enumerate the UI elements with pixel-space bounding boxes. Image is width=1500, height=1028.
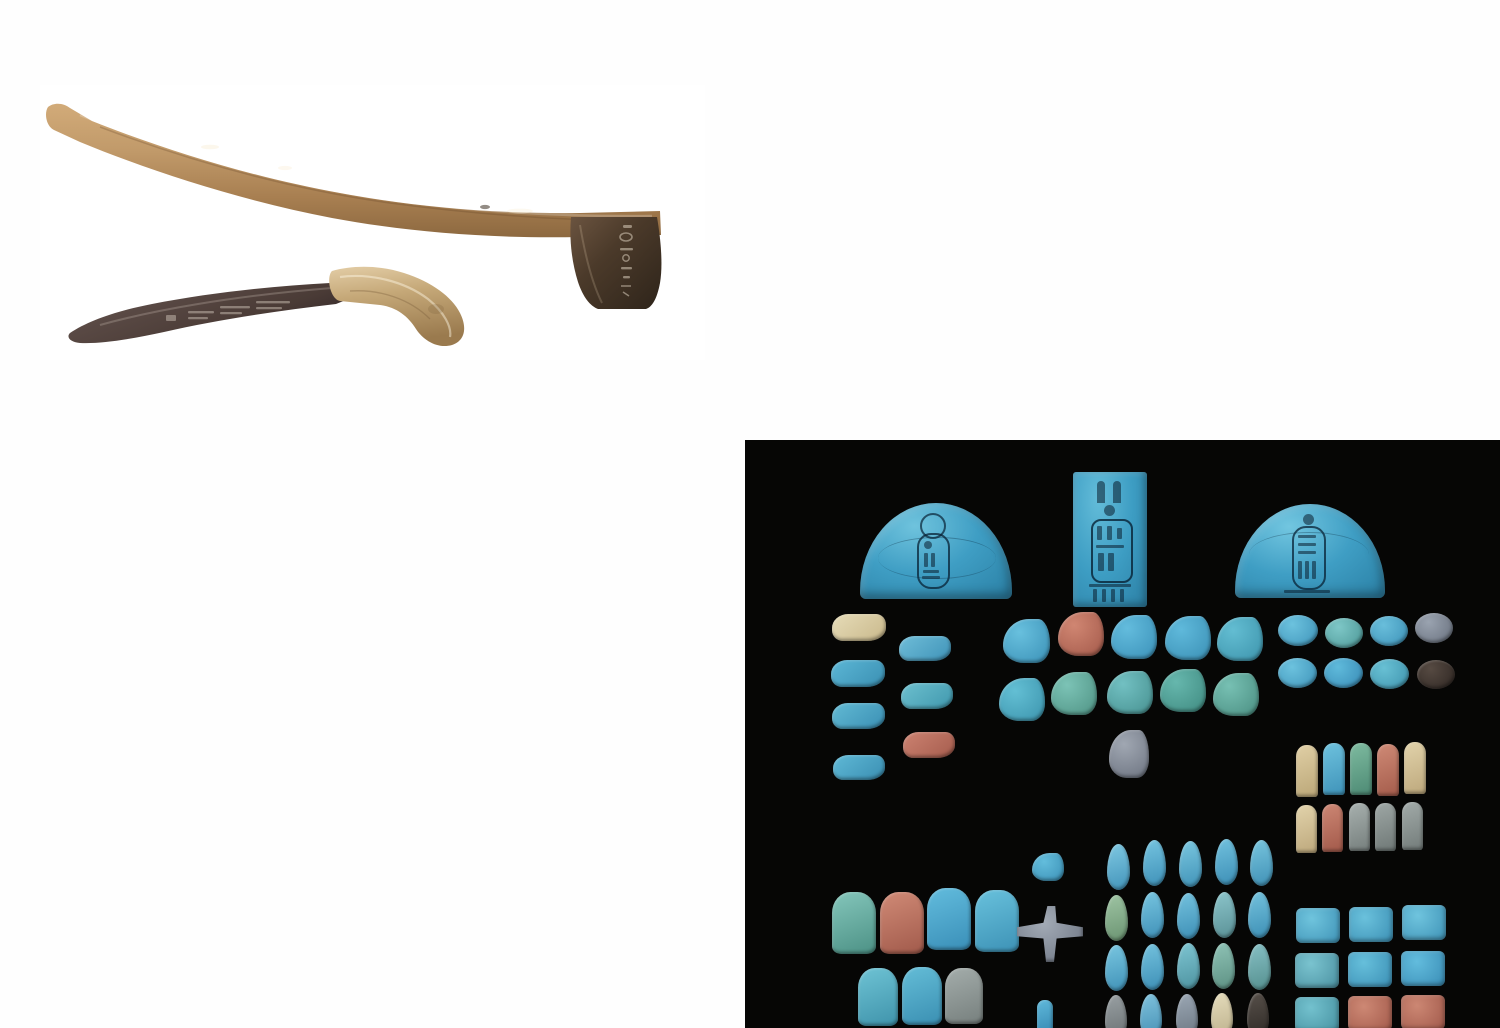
hieroglyph-mark — [1108, 553, 1114, 571]
scarab-bead — [1278, 658, 1317, 688]
hieroglyph-feather — [1113, 481, 1121, 503]
name-tag — [1296, 805, 1317, 853]
scarab-bead — [1278, 615, 1318, 646]
grain-model — [1212, 943, 1235, 989]
ox-head-model — [1217, 617, 1263, 661]
axe-handle-knot — [278, 166, 292, 170]
cartouche-plaque-round-left — [860, 503, 1012, 599]
hieroglyph-baseline — [1284, 590, 1330, 593]
hieroglyph-mark — [1096, 545, 1124, 548]
fish-model — [1295, 953, 1339, 988]
ox-head-model — [1165, 616, 1211, 660]
hieroglyph-mark — [1097, 526, 1102, 540]
name-tag — [1322, 804, 1343, 852]
axe-handle-knot — [201, 145, 219, 150]
plaque-crack — [1249, 532, 1369, 577]
fish-model — [1402, 905, 1446, 940]
figure-foundation-deposits-photo — [745, 440, 1500, 1028]
name-tag — [1350, 743, 1372, 795]
name-tag — [1323, 743, 1345, 795]
grain-model — [1140, 994, 1162, 1028]
name-tag — [1349, 803, 1370, 851]
fish-model — [1296, 908, 1340, 943]
figure-miniature-tools-photo — [40, 85, 705, 360]
name-tag — [1375, 803, 1396, 851]
hieroglyph-sun-disk — [1104, 505, 1115, 516]
ox-head-model — [1107, 671, 1153, 714]
name-tag — [1377, 744, 1399, 796]
saw-bone-handle — [329, 267, 464, 346]
ox-head-model — [999, 678, 1045, 721]
ox-head-model — [1160, 669, 1206, 712]
scarab-bead — [1370, 616, 1408, 646]
ox-leg-model — [832, 614, 886, 641]
grain-model — [1211, 993, 1233, 1028]
grain-model — [1105, 995, 1127, 1028]
name-tag — [1402, 802, 1423, 850]
hieroglyph-mark — [1093, 589, 1097, 602]
scarab-bead — [1324, 658, 1363, 688]
hieroglyph-mark — [1098, 553, 1104, 571]
grain-model — [1248, 944, 1271, 990]
cartouche-plaque-round-right — [1235, 504, 1385, 598]
grain-model — [1215, 839, 1238, 885]
caption-71 — [510, 460, 682, 475]
name-tag — [1404, 742, 1426, 794]
axe-bronze-blade — [570, 217, 661, 309]
saw-handle-mark — [428, 304, 444, 314]
grain-model — [1105, 895, 1128, 941]
scarab-bead — [1417, 660, 1455, 689]
grain-model — [1250, 840, 1273, 886]
miniature-tools-illustration — [40, 85, 705, 360]
grey-fish-model — [1109, 730, 1149, 778]
grain-model — [1141, 944, 1164, 990]
figurine-model — [975, 890, 1019, 952]
figurine-model — [927, 888, 971, 950]
axe-handle-knot — [507, 209, 533, 214]
figurine-model — [858, 968, 898, 1026]
scarab-bead — [1370, 659, 1409, 689]
hieroglyph-baseline — [1089, 584, 1131, 587]
hieroglyph-mark — [1102, 589, 1106, 602]
ox-leg-model — [832, 703, 885, 729]
axe-handle — [46, 104, 661, 238]
scarab-bead — [1325, 618, 1363, 648]
hieroglyph-mark — [1107, 526, 1112, 540]
ox-head-model — [1051, 672, 1097, 715]
grain-model — [1248, 892, 1271, 938]
ox-leg-model — [901, 683, 953, 709]
grain-model — [1177, 943, 1200, 989]
ox-leg-model — [899, 636, 951, 661]
name-tag — [1296, 745, 1318, 797]
grain-model — [1143, 840, 1166, 886]
caption-72 — [824, 96, 986, 111]
grain-model — [1177, 893, 1200, 939]
fish-model — [1348, 996, 1392, 1028]
fish-model — [1401, 951, 1445, 986]
fish-model — [1348, 952, 1392, 987]
cartouche-plaque-rect-centre — [1073, 472, 1147, 607]
hieroglyph-mark — [1120, 589, 1124, 602]
hieroglyph-mark — [1111, 589, 1115, 602]
small-amulet — [1037, 1000, 1053, 1028]
grain-model — [1107, 844, 1130, 890]
scarab-bead — [1415, 613, 1453, 643]
grain-model — [1141, 892, 1164, 938]
ox-head-model — [1213, 673, 1259, 716]
fish-model — [1349, 907, 1393, 942]
grain-model — [1179, 841, 1202, 887]
ox-head-model — [1058, 612, 1104, 656]
fish-model — [1295, 997, 1339, 1028]
fish-model — [1401, 995, 1445, 1028]
figurine-model — [902, 967, 942, 1025]
ox-leg-model — [833, 755, 885, 780]
grain-model — [1247, 993, 1269, 1028]
grain-model — [1213, 892, 1236, 938]
ox-leg-model — [831, 660, 885, 687]
ox-head-model — [1111, 615, 1157, 659]
plaque-crack — [878, 537, 996, 579]
small-bird-amulet — [1032, 853, 1064, 881]
figurine-model — [945, 968, 983, 1024]
ox-leg-model — [903, 732, 955, 758]
hieroglyph-feather — [1097, 481, 1105, 503]
falcon-amulet — [1017, 906, 1083, 962]
figurine-model — [880, 892, 924, 954]
grain-model — [1176, 994, 1198, 1028]
hieroglyph-sun-disk — [1303, 514, 1314, 525]
axe-handle-hole — [480, 205, 490, 209]
ox-head-model — [1003, 619, 1050, 663]
figurine-model — [832, 892, 876, 954]
grain-model — [1105, 945, 1128, 991]
hieroglyph-mark — [1117, 528, 1122, 539]
